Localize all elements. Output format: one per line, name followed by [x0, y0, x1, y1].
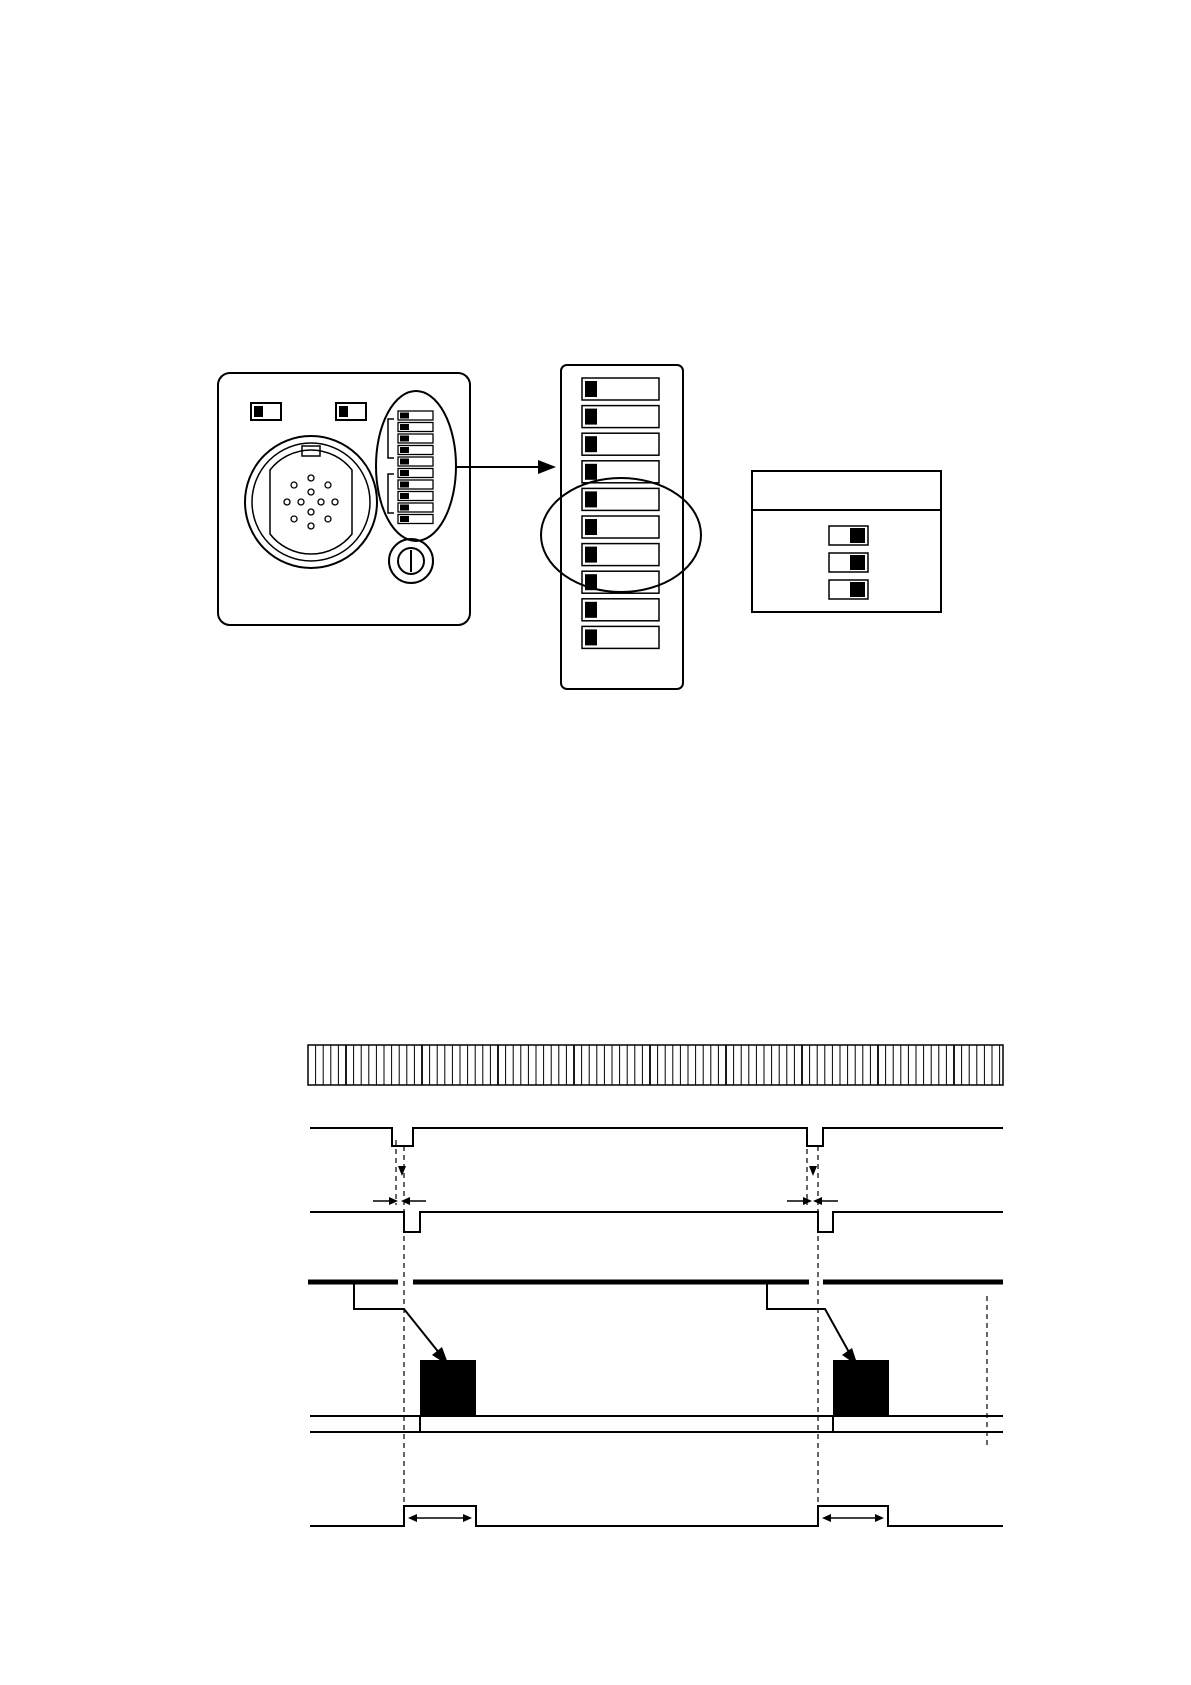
dip-switch-2[interactable]: [582, 406, 659, 428]
slide-switch-2[interactable]: [336, 403, 366, 420]
dip-small-switch-9[interactable]: [398, 503, 433, 512]
dip-switch-1[interactable]: [582, 378, 659, 400]
mode-switch-1[interactable]: [829, 526, 868, 545]
connector-pin-6: [291, 516, 297, 522]
video-output-signal: [310, 1360, 1003, 1432]
mode-setting-box: [752, 471, 941, 612]
mode-switch-3[interactable]: [829, 580, 868, 599]
delayed-trigger-signal: [310, 1212, 1003, 1232]
connector-pin-10: [308, 509, 314, 515]
exposure-data-signal: [308, 1282, 1003, 1366]
slide-switch-1[interactable]: [251, 403, 281, 420]
dip-switch-5[interactable]: [582, 488, 659, 510]
connector-pin-12: [308, 489, 314, 495]
connector-pin-11: [298, 499, 304, 505]
dip-small-switch-8[interactable]: [398, 492, 433, 501]
screw-icon[interactable]: [389, 539, 433, 583]
dip-small-switch-5[interactable]: [398, 457, 433, 466]
selected-switches-ellipse: [541, 478, 701, 592]
dip-switch-10[interactable]: [582, 626, 659, 648]
dip-switch-6[interactable]: [582, 516, 659, 538]
connector-pin-7: [284, 499, 290, 505]
delay-markers: [373, 1166, 838, 1205]
dip-small-switch-1[interactable]: [398, 411, 433, 420]
connector-pin-5: [308, 523, 314, 529]
trigger-input-signal: [310, 1128, 1003, 1146]
dip-small-switch-2[interactable]: [398, 423, 433, 432]
timing-guides: [396, 1140, 987, 1526]
dip-switch-bank-small: [388, 411, 433, 524]
dip-switch-9[interactable]: [582, 599, 659, 621]
mode-switch-2[interactable]: [829, 553, 868, 572]
dip-small-switch-7[interactable]: [398, 480, 433, 489]
round-connector: [245, 436, 377, 568]
magnified-outline: [561, 365, 683, 689]
output-block-1: [420, 1360, 476, 1416]
connector-pins: [284, 475, 338, 529]
dip-switch-3[interactable]: [582, 433, 659, 455]
dip-small-switch-10[interactable]: [398, 515, 433, 524]
dip-switch-magnified: [541, 365, 701, 689]
connector-pin-9: [318, 499, 324, 505]
dip-small-switch-4[interactable]: [398, 446, 433, 455]
connector-pin-3: [332, 499, 338, 505]
connector-pin-4: [325, 516, 331, 522]
timing-diagram: [308, 1045, 1003, 1526]
connector-pin-8: [291, 482, 297, 488]
output-block-2: [833, 1360, 889, 1416]
dip-small-switch-3[interactable]: [398, 434, 433, 443]
connector-pin-1: [308, 475, 314, 481]
dip-small-switch-6[interactable]: [398, 469, 433, 478]
camera-rear-panel: [218, 373, 470, 625]
connector-pin-2: [325, 482, 331, 488]
dip-switch-7[interactable]: [582, 544, 659, 566]
output-pulse-signal: [310, 1506, 1003, 1526]
clock-signal: [308, 1045, 1003, 1085]
dip-switch-4[interactable]: [582, 461, 659, 483]
